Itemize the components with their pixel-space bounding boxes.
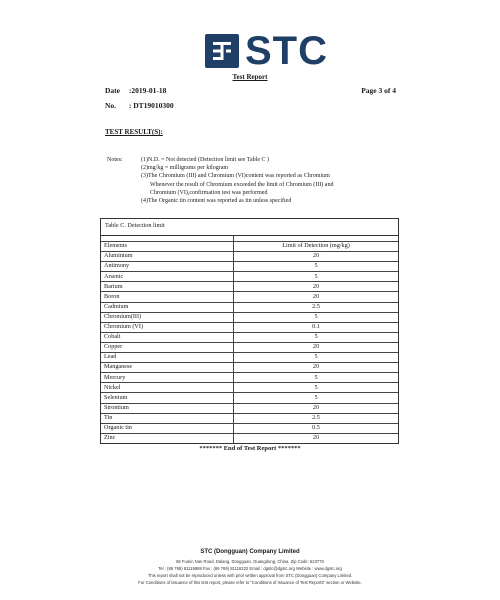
element-cell: Zinc <box>101 433 234 443</box>
table-caption: Table C. Detection limit <box>101 219 398 236</box>
note-item: (1)N.D. = Not detected (Detection limit see Table C ) <box>141 157 269 163</box>
report-number-value: : DT19010300 <box>128 101 174 110</box>
table-row <box>101 282 398 292</box>
table-row <box>101 332 398 342</box>
element-cell: Chromium (VI) <box>101 322 234 332</box>
stc-brand-text: STC <box>245 29 328 73</box>
element-cell: Cobalt <box>101 332 234 342</box>
limit-cell: 20 <box>234 403 399 413</box>
table-row <box>101 302 398 312</box>
report-date <box>105 86 166 95</box>
element-cell: Mercury <box>101 373 234 383</box>
table-row <box>101 423 398 433</box>
limit-cell: 20 <box>234 292 399 302</box>
element-cell: Chromium(III) <box>101 312 234 322</box>
test-results-heading: TEST RESULT(S): <box>105 128 163 136</box>
limit-cell: 20 <box>234 363 399 373</box>
element-cell: Copper <box>101 342 234 352</box>
footer-disclaimer: This report shall not be reproduced unless with prior written approval from STC (Dongguan) Company Limited. <box>147 573 353 578</box>
limit-cell: 20 <box>234 433 399 443</box>
note-item: Chromium (VI),confirmation test was performed <box>150 189 268 196</box>
date-value: :2019-01-18 <box>128 86 167 95</box>
limit-cell: 5 <box>234 373 399 383</box>
table-row <box>101 272 398 282</box>
element-cell: Tin <box>101 413 234 423</box>
table-row <box>101 262 398 272</box>
table-row <box>101 363 398 373</box>
table-row <box>101 342 398 352</box>
report-number <box>105 101 174 110</box>
element-cell: Selenium <box>101 393 234 403</box>
limit-cell: 5 <box>234 353 399 363</box>
element-cell: Barium <box>101 282 234 292</box>
notes-label: Notes: <box>107 157 123 163</box>
limit-cell: 20 <box>234 252 399 262</box>
footer <box>0 549 500 586</box>
table-row <box>101 312 398 322</box>
limit-cell: 5 <box>234 262 399 272</box>
table-row <box>101 252 398 262</box>
report-number-label: No. <box>105 101 117 110</box>
element-cell: Organic tin <box>101 423 234 433</box>
table-row <box>101 322 398 332</box>
column-header-limit: Limit of Detection (mg/kg) <box>234 242 399 252</box>
table-row <box>101 292 398 302</box>
note-item: (2)mg/kg = milligrams per kilogram <box>141 165 229 172</box>
limit-cell: 2.5 <box>234 413 399 423</box>
date-label: Date <box>105 86 120 95</box>
limit-cell: 2.5 <box>234 302 399 312</box>
note-item: (4)The Organic tin content was reported as tin unless specified <box>141 198 292 205</box>
table-row <box>101 413 398 423</box>
report-title: Test Report <box>232 73 268 81</box>
limit-cell: 20 <box>234 282 399 292</box>
limit-cell: 5 <box>234 332 399 342</box>
table-header-row <box>101 242 398 252</box>
table-row <box>101 373 398 383</box>
table-row <box>101 353 398 363</box>
table-row <box>101 433 398 443</box>
limit-cell: 0.1 <box>234 322 399 332</box>
element-cell: Nickel <box>101 383 234 393</box>
element-cell: Manganese <box>101 363 234 373</box>
detection-limit-table <box>100 218 399 444</box>
page-number: Page 3 of 4 <box>361 86 396 95</box>
table-row <box>101 393 398 403</box>
limit-cell: 5 <box>234 393 399 403</box>
element-cell: Lead <box>101 353 234 363</box>
footer-company: STC (Dongguan) Company Limited <box>200 549 300 555</box>
element-cell: Arsenic <box>101 272 234 282</box>
stc-logo <box>205 29 335 74</box>
note-item: Whenever the result of Chromium exceeded the limit of Chromium (III) and <box>150 181 334 188</box>
element-cell: Strontium <box>101 403 234 413</box>
limit-cell: 5 <box>234 383 399 393</box>
stc-logo-icon <box>205 34 239 68</box>
limit-cell: 5 <box>234 312 399 322</box>
footer-conditions: For Conditions of issuance of this test report, please refer to "Conditions of Issuance of Test Reports" section or Website. <box>138 580 362 585</box>
limit-cell: 20 <box>234 342 399 352</box>
element-cell: Boron <box>101 292 234 302</box>
notes-block <box>107 156 397 205</box>
column-header-elements: Elements <box>101 242 234 252</box>
element-cell: Antimony <box>101 262 234 272</box>
element-cell: Cadmium <box>101 302 234 312</box>
end-of-report-note: ******* End of Test Report ******* <box>199 445 301 452</box>
table-row <box>101 403 398 413</box>
note-item: (3)The Chromium (III) and Chromium (VI)content was reported as Chromium <box>141 173 330 180</box>
table-row <box>101 383 398 393</box>
limit-cell: 0.5 <box>234 423 399 433</box>
element-cell: Aluminium <box>101 252 234 262</box>
limit-cell: 5 <box>234 272 399 282</box>
footer-address: 66 Fumin Nan Road, Dalang, Dongguan, Guangdong, China. Zip Code: 523770 <box>176 559 324 564</box>
footer-contact: Tel : (86 769) 81119888 Fax : (86 769) 81118222 Email : dgstc@dgstc.org Website : www.dgstc.org <box>158 566 342 571</box>
